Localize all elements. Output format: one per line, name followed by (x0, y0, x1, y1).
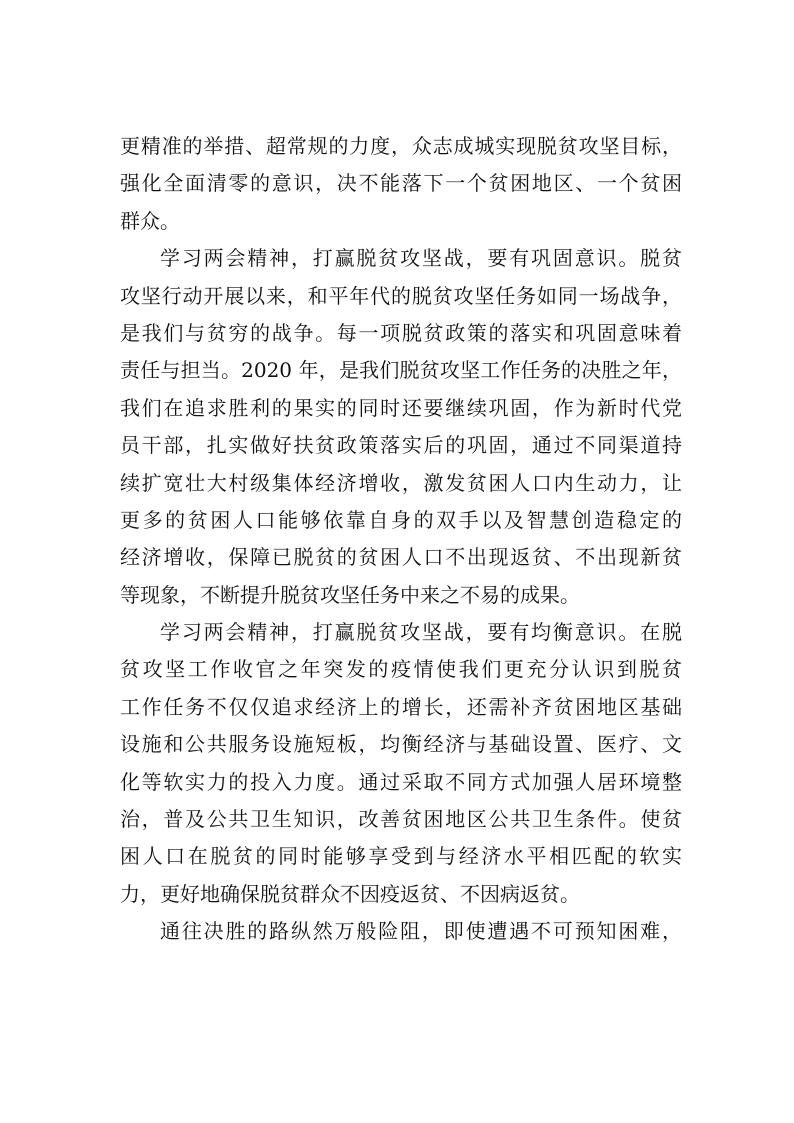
text-line: 员干部，扎实做好扶贫政策落实后的巩固，通过不同渠道持 (120, 433, 682, 458)
paragraph-first-line: 通往决胜的路纵然万般险阻，即使遭遇不可预知困难， (160, 919, 682, 944)
text-line: 贫攻坚工作收官之年突发的疫情使我们更充分认识到脱贫 (120, 657, 682, 682)
text-line: 我们在追求胜利的果实的同时还要继续巩固，作为新时代党 (120, 395, 682, 420)
text-line: 更多的贫困人口能够依靠自身的双手以及智慧创造稳定的 (120, 507, 682, 532)
text-line: 设施和公共服务设施短板，均衡经济与基础设置、医疗、文 (120, 732, 682, 757)
text-line: 群众。 (120, 208, 180, 233)
text-line: 强化全面清零的意识，决不能落下一个贫困地区、一个贫困 (120, 171, 682, 196)
document-body (120, 128, 682, 951)
text-line: 力，更好地确保脱贫群众不因疫返贫、不因病返贫。 (120, 881, 580, 906)
text-line: 是我们与贫穷的战争。每一项脱贫政策的落实和巩固意味着 (120, 320, 682, 345)
text-line: 治，普及公共卫生知识，改善贫困地区公共卫生条件。使贫 (120, 807, 682, 832)
paragraph-first-line: 学习两会精神，打赢脱贫攻坚战，要有均衡意识。在脱 (160, 620, 682, 645)
text-line: 责任与担当。2020 年，是我们脱贫攻坚工作任务的决胜之年， (120, 358, 682, 383)
text-line: 更精准的举措、超常规的力度，众志成城实现脱贫攻坚目标， (120, 134, 682, 158)
paragraph-first-line: 学习两会精神，打赢脱贫攻坚战，要有巩固意识。脱贫 (160, 246, 682, 271)
text-line: 化等软实力的投入力度。通过采取不同方式加强人居环境整 (120, 769, 682, 794)
text-line: 续扩宽壮大村级集体经济增收，激发贫困人口内生动力，让 (120, 470, 682, 495)
text-line: 等现象，不断提升脱贫攻坚任务中来之不易的成果。 (120, 582, 580, 607)
text-line: 工作任务不仅仅追求经济上的增长，还需补齐贫困地区基础 (120, 694, 682, 719)
text-line: 困人口在脱贫的同时能够享受到与经济水平相匹配的软实 (120, 844, 682, 869)
text-line: 攻坚行动开展以来，和平年代的脱贫攻坚任务如同一场战争， (120, 283, 682, 308)
text-line: 经济增收，保障已脱贫的贫困人口不出现返贫、不出现新贫 (120, 545, 682, 570)
